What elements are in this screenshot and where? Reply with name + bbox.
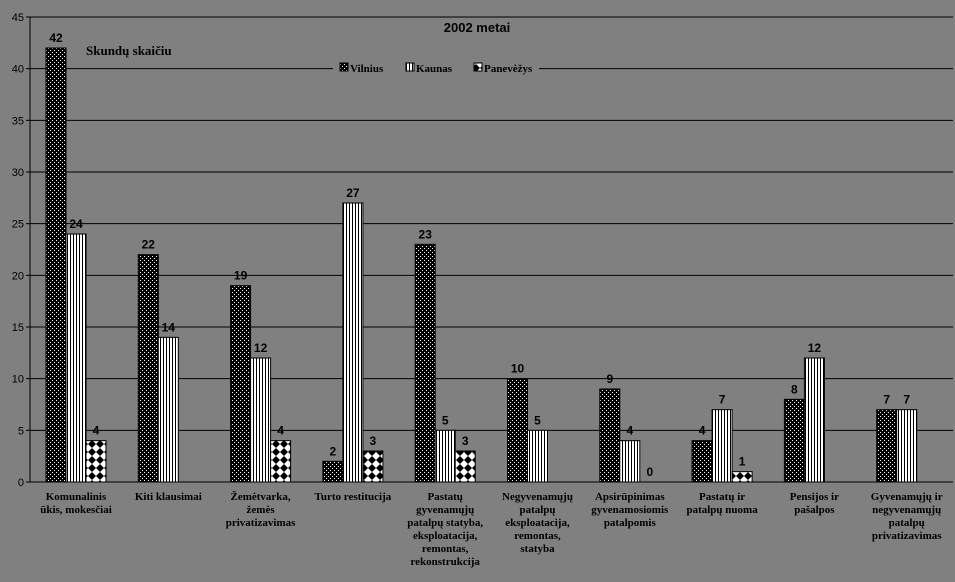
data-label: 4: [626, 423, 634, 438]
bar-kaunas: [343, 203, 363, 482]
chart-title: 2002 metai: [443, 20, 511, 35]
bar-vilnius: [231, 286, 251, 482]
bar-vilnius: [138, 255, 158, 482]
data-label: 10: [510, 361, 525, 376]
bar-kaunas: [158, 337, 178, 482]
y-tick-label: 35: [11, 115, 24, 128]
data-label: 12: [253, 341, 268, 355]
bar-panevėžys: [455, 451, 475, 482]
legend-swatch: [340, 63, 348, 71]
data-label: 1: [738, 454, 746, 469]
data-label: 7: [903, 392, 911, 407]
bar-kaunas: [712, 410, 732, 482]
data-label: 7: [718, 392, 726, 407]
data-label: 5: [534, 413, 541, 428]
data-label: 5: [441, 413, 449, 428]
bar-panevėžys: [86, 441, 106, 482]
x-category-label: Žemėtvarka, žemės privatizavimas: [225, 491, 296, 529]
bar-kaunas: [435, 430, 455, 482]
data-label: 22: [141, 237, 155, 252]
bar-panevėžys: [363, 451, 383, 482]
x-category-label: Apsirūpinimas gyvenamosiomis patalpomis: [591, 491, 669, 529]
data-label: 3: [369, 434, 377, 448]
bar-vilnius: [508, 379, 528, 482]
legend-label: Kaunas: [416, 63, 453, 75]
bar-panevėžys: [732, 472, 752, 482]
data-label: 7: [883, 392, 891, 407]
bar-kaunas: [897, 410, 917, 482]
y-tick-label: 10: [11, 373, 24, 386]
legend-label: Vilnius: [350, 63, 384, 75]
bar-vilnius: [46, 48, 66, 482]
y-tick-label: 45: [11, 12, 24, 24]
x-category-label: Pastatų gyvenamųjų patalpų statyba, eksploatacija, remontas, rekonstrukcija: [407, 491, 484, 568]
y-tick-label: 0: [17, 477, 24, 489]
bar-kaunas: [66, 234, 86, 482]
data-label: 24: [69, 217, 83, 231]
data-label: 42: [49, 31, 63, 45]
x-category-label: Kiti klausimai: [134, 491, 202, 503]
x-category-label: Negyvenamųjų patalpų eksploatacija, remontas, statyba: [502, 491, 573, 555]
x-category-label: Gyvenamųjų ir negyvenamųjų patalpų privatizavimas: [870, 491, 943, 542]
data-label: 4: [698, 423, 706, 438]
data-label: 9: [606, 372, 614, 386]
bar-vilnius: [323, 461, 343, 482]
data-label: 0: [646, 465, 654, 479]
legend-swatch: [406, 63, 414, 71]
data-label: 4: [277, 423, 284, 438]
bar-vilnius: [415, 244, 435, 482]
bar-vilnius: [877, 410, 897, 482]
bar-vilnius: [784, 399, 804, 482]
legend: [333, 60, 539, 76]
y-tick-label: 40: [11, 63, 24, 76]
bar-kaunas: [251, 358, 271, 482]
x-category-label: Pensijos ir pašalpos: [789, 491, 840, 516]
data-label: 23: [418, 227, 432, 242]
bar-kaunas: [804, 358, 824, 482]
y-tick-label: 20: [11, 270, 24, 283]
y-tick-label: 25: [11, 218, 24, 231]
y-axis: [12, 12, 30, 489]
bar-panevėžys: [271, 441, 291, 482]
data-label: 27: [346, 186, 360, 200]
legend-label: Panevėžys: [484, 63, 533, 75]
data-label: 8: [791, 382, 798, 397]
legend-swatch: [474, 63, 482, 71]
bars: [46, 48, 917, 482]
x-axis-categories: [40, 491, 942, 568]
x-category-label: Komunalinis ūkis, mokesčiai: [40, 491, 112, 516]
y-tick-label: 15: [11, 322, 24, 334]
data-label: 3: [461, 434, 469, 448]
data-label: 14: [161, 320, 175, 335]
x-category-label: Pastatų ir patalpų nuoma: [686, 491, 758, 516]
x-category-label: Turto restitucija: [314, 491, 392, 503]
data-label: 12: [807, 341, 822, 355]
bar-kaunas: [620, 441, 640, 482]
data-label: 2: [329, 444, 337, 459]
data-label: 19: [233, 268, 248, 283]
bar-vilnius: [692, 441, 712, 482]
bar-vilnius: [600, 389, 620, 482]
chart-subtitle: Skundų skaičiu: [86, 43, 172, 58]
y-tick-label: 30: [11, 167, 24, 179]
data-label: 4: [92, 423, 100, 438]
y-tick-label: 5: [17, 425, 24, 438]
bar-kaunas: [528, 430, 548, 482]
